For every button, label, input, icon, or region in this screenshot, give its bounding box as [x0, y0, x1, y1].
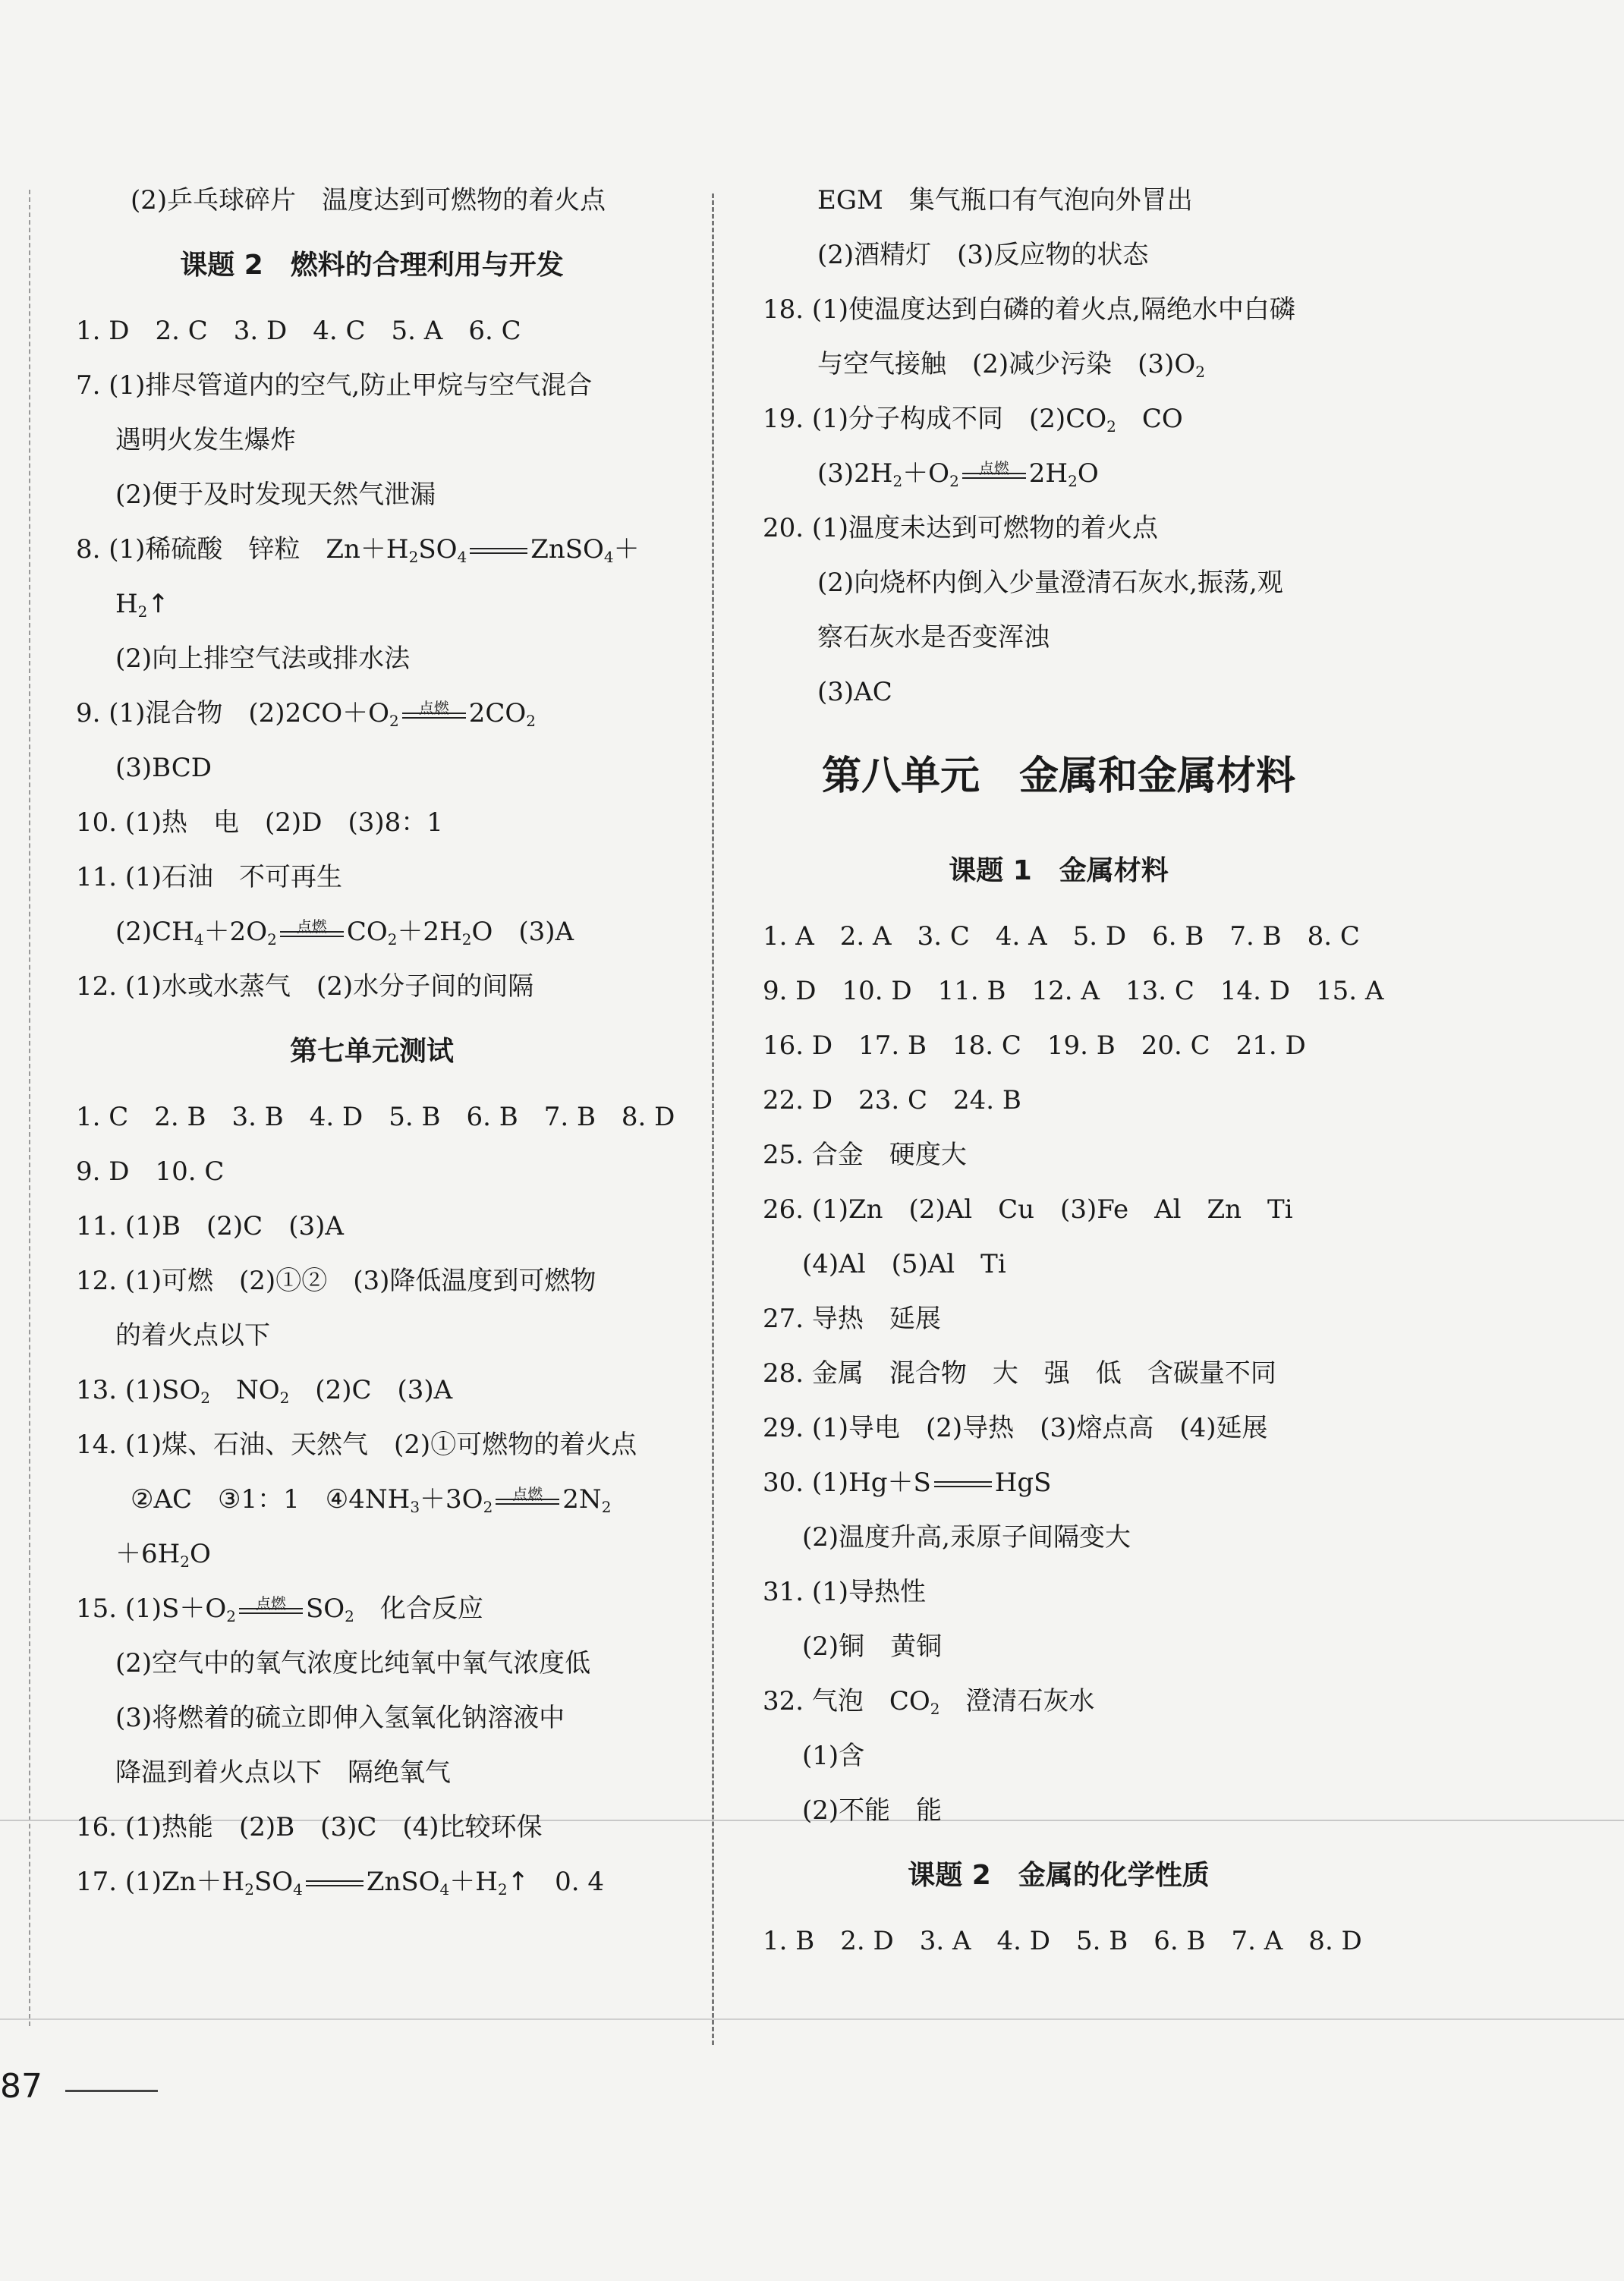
- answer-line: 察石灰水是否变浑浊: [817, 622, 1050, 653]
- answer-line: 9. D 10. C: [76, 1156, 225, 1187]
- answer-line: (2)乒乓球碎片 温度达到可燃物的着火点: [131, 185, 606, 216]
- section-heading: 第七单元测试: [289, 1036, 454, 1067]
- unit-heading: 第八单元 金属和金属材料: [821, 754, 1295, 799]
- answer-line: (2)酒精灯 (3)反应物的状态: [817, 240, 1149, 270]
- answer-line: 12. (1)水或水蒸气 (2)水分子间的间隔: [76, 971, 534, 1002]
- reaction-condition: 点燃: [493, 1490, 562, 1512]
- answer-line: 15. $(1)S+O_2$ 点燃 $SO_2$ 化合反应: [76, 1594, 483, 1625]
- answer-line: (2)便于及时发现天然气泄漏: [115, 480, 436, 510]
- answer-line: 10. (1)热 电 (2)D (3)8：1: [76, 807, 443, 838]
- answer-line: (2)铜 黄铜: [802, 1631, 943, 1662]
- answer-line: 26. (1)Zn (2)Al Cu (3)Fe Al Zn Ti: [763, 1194, 1293, 1225]
- answer-line: (2)向上排空气法或排水法: [115, 643, 411, 674]
- answer-line: 22. D 23. C 24. B: [763, 1085, 1021, 1115]
- answer-line: 8. (1)稀硫酸 锌粒 $Zn+H_2SO_4$ ZnSO$_4$＋: [76, 534, 640, 566]
- answer-line: 16. (1)热能 (2)B (3)C (4)比较环保: [76, 1812, 543, 1842]
- answer-line: 25. 合金 硬度大: [763, 1140, 967, 1170]
- answer-line: (2)向烧杯内倒入少量澄清石灰水,振荡,观: [817, 568, 1283, 598]
- reaction-condition: 点燃: [236, 1599, 306, 1622]
- answer-line: 降温到着火点以下 隔绝氧气: [115, 1757, 451, 1788]
- page-number: 87: [0, 2067, 42, 2106]
- answer-line: $+6H_2O$: [115, 1539, 211, 1571]
- right-column: [763, 173, 1384, 1968]
- answer-line: 13. $(1)SO_2$ $NO_2$ (2)C (3)A: [76, 1375, 453, 1407]
- answer-line: 7. (1)排尽管道内的空气,防止甲烷与空气混合: [76, 370, 593, 401]
- answer-line: (3)AC: [817, 677, 892, 707]
- reaction-condition: 点燃: [959, 464, 1029, 486]
- answer-line: (3)将燃着的硫立即伸入氢氧化钠溶液中: [115, 1703, 565, 1733]
- answer-line: 18. (1)使温度达到白磷的着火点,隔绝水中白磷: [763, 294, 1295, 325]
- answer-line: 1. C 2. B 3. B 4. D 5. B 6. B 7. B 8. D: [76, 1102, 675, 1132]
- answer-line: 31. (1)导热性: [763, 1577, 927, 1607]
- answer-line: (1)含: [802, 1741, 865, 1771]
- answer-line: (4)Al (5)Al Ti: [802, 1249, 1006, 1279]
- answer-line: 20. (1)温度未达到可燃物的着火点: [763, 513, 1159, 543]
- answer-line: 27. 导热 延展: [763, 1304, 941, 1334]
- answer-line: (2)不能 能: [802, 1795, 943, 1826]
- answer-line: 9. D 10. D 11. B 12. A 13. C 14. D 15. A: [763, 976, 1384, 1006]
- gas-arrow-icon: ↑: [507, 1867, 530, 1897]
- reaction-condition: 点燃: [277, 922, 347, 945]
- answer-line: 19. (1)分子构成不同 $(2)CO_2$ CO: [763, 404, 1183, 436]
- answer-line: 遇明火发生爆炸: [115, 425, 296, 455]
- section-heading: 课题 1 金属材料: [949, 855, 1169, 886]
- column-divider: [712, 193, 714, 2045]
- answer-line: 14. (1)煤、石油、天然气 (2)①可燃物的着火点: [76, 1430, 637, 1460]
- section-heading: 课题 2 金属的化学性质: [908, 1860, 1210, 1891]
- answer-line: 12. (1)可燃 (2)①② (3)降低温度到可燃物: [76, 1266, 596, 1296]
- binding-margin-line: [29, 190, 30, 2026]
- answer-line: 1. D 2. C 3. D 4. C 5. A 6. C: [76, 316, 521, 346]
- answer-line: 32. 气泡 $CO_2$ 澄清石灰水: [763, 1686, 1095, 1718]
- answer-line: 11. (1)B (2)C (3)A: [76, 1211, 344, 1241]
- answer-line: EGM 集气瓶口有气泡向外冒出: [817, 185, 1193, 216]
- answer-line: $(3)2H_2+O_2$ 点燃 $2H_2O$: [817, 458, 1099, 490]
- answer-line: 与空气接触 (2)减少污染 $(3)O_2$: [817, 349, 1205, 381]
- answer-line: 17. $(1)Zn+H_2SO_4$ $ZnSO_4+H_2↑$ 0. 4: [76, 1867, 605, 1899]
- gas-arrow-icon: ↑: [147, 589, 169, 619]
- reaction-condition: 点燃: [399, 703, 469, 726]
- answer-line: 28. 金属 混合物 大 强 低 含碳量不同: [763, 1358, 1276, 1389]
- equals-sign: [934, 1481, 992, 1487]
- answer-line: 16. D 17. B 18. C 19. B 20. C 21. D: [763, 1030, 1306, 1061]
- equals-sign: [470, 548, 527, 554]
- answer-line: (2)空气中的氧气浓度比纯氧中氧气浓度低: [115, 1648, 591, 1679]
- equals-sign: [306, 1880, 364, 1886]
- answer-line: 29. (1)导电 (2)导热 (3)熔点高 (4)延展: [763, 1413, 1268, 1443]
- page-number-rule: [65, 2090, 158, 2092]
- answer-line: (2)温度升高,汞原子间隔变大: [802, 1522, 1131, 1553]
- answer-line: 30. (1)Hg＋S HgS: [763, 1468, 1052, 1498]
- answer-line: $H_2↑$: [115, 589, 169, 621]
- scan-rule-line-bottom: [0, 2018, 1624, 2020]
- answer-line: 11. (1)石油 不可再生: [76, 862, 343, 892]
- answer-line: 1. A 2. A 3. C 4. A 5. D 6. B 7. B 8. C: [763, 921, 1360, 952]
- left-column: [76, 173, 675, 1909]
- answer-line: 9. (1)混合物 $(2)2CO+O_2$ 点燃 $2CO_2$: [76, 698, 536, 730]
- answer-line: $(2)CH_4+2O_2$ 点燃 $CO_2+2H_2O$ (3)A: [115, 917, 574, 949]
- answer-line: (3)BCD: [115, 753, 212, 783]
- answer-line: 的着火点以下: [115, 1320, 270, 1351]
- section-heading: 课题 2 燃料的合理利用与开发: [180, 250, 564, 281]
- answer-line: 1. B 2. D 3. A 4. D 5. B 6. B 7. A 8. D: [763, 1926, 1362, 1956]
- answer-line: ②AC ③1：1 $④4NH_3+3O_2$ 点燃 $2N_2$: [131, 1484, 612, 1516]
